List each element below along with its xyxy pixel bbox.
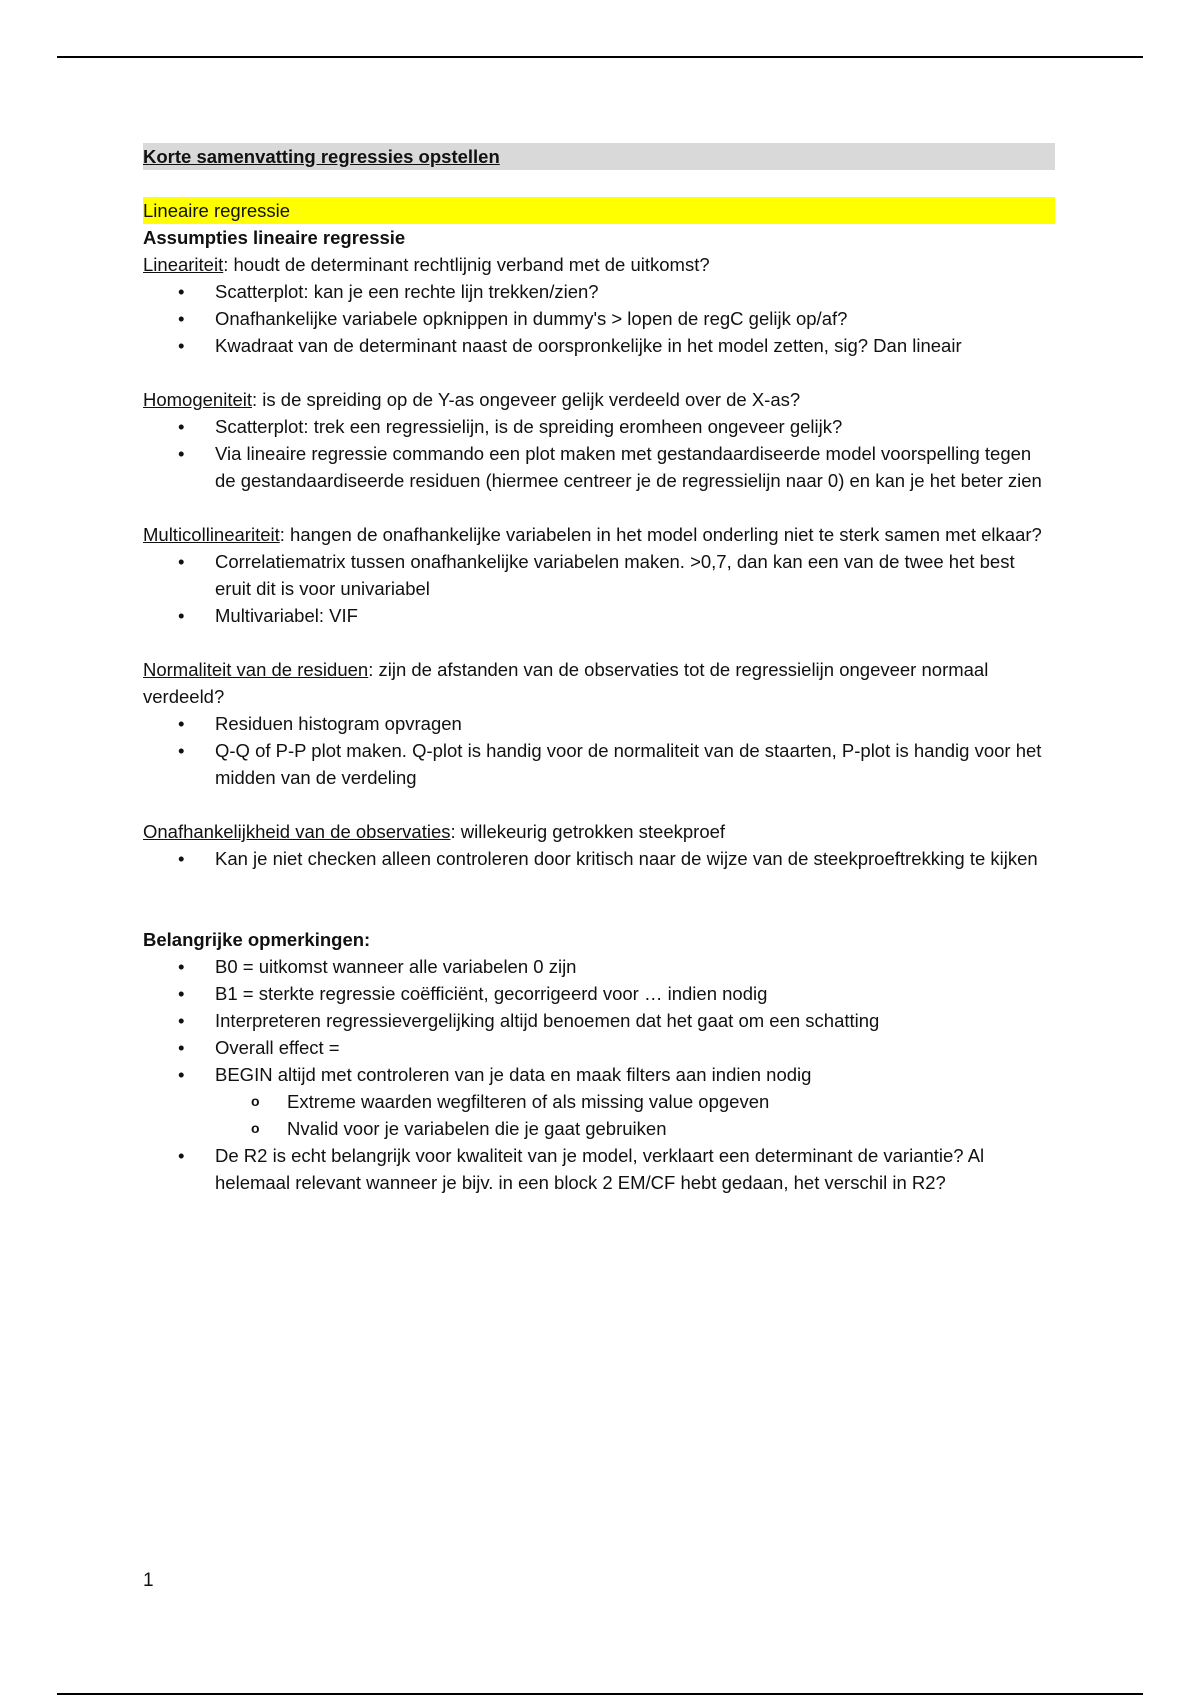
assumption-term: Normaliteit van de residuen — [143, 659, 369, 680]
spacer — [143, 494, 1055, 521]
bullet-icon: • — [178, 1064, 185, 1085]
bullet-icon: • — [178, 740, 185, 761]
assumption-block — [143, 386, 1055, 494]
list-item — [143, 737, 1055, 791]
assumption-term: Multicollineariteit — [143, 524, 280, 545]
assumption-term: Homogeniteit — [143, 389, 253, 410]
list-item-text: B0 = uitkomst wanneer alle variabelen 0 zijn — [215, 956, 577, 977]
bullet-list — [143, 953, 1055, 1196]
list-item-text: Interpreteren regressievergelijking altijd benoemen dat het gaat om een schatting — [215, 1010, 880, 1031]
section-heading: Lineaire regressie — [143, 197, 1055, 224]
spacer — [143, 629, 1055, 656]
spacer — [143, 359, 1055, 386]
assumption-intro — [143, 818, 1055, 845]
assumption-intro — [143, 386, 1055, 413]
page-number: 1 — [143, 1570, 154, 1591]
list-item — [143, 278, 1055, 305]
list-item-text: Kan je niet checken alleen controleren door kritisch naar de wijze van de steekproeftrekking te kijken — [215, 848, 1038, 869]
bullet-list — [143, 845, 1055, 872]
list-item — [143, 440, 1055, 494]
assumption-intro — [143, 521, 1055, 548]
spacer — [143, 872, 1055, 899]
assumption-block — [143, 818, 1055, 872]
bullet-icon: • — [178, 443, 185, 464]
list-item — [143, 1142, 1055, 1196]
list-item — [143, 602, 1055, 629]
bullet-icon: • — [178, 281, 185, 302]
remarks-block — [143, 926, 1055, 1196]
bullet-icon: • — [178, 1037, 185, 1058]
assumption-term: Lineariteit — [143, 254, 224, 275]
bullet-list — [143, 278, 1055, 359]
sub-list-item — [215, 1115, 1055, 1142]
list-item — [143, 845, 1055, 872]
document-body — [143, 143, 1055, 1196]
list-item — [143, 413, 1055, 440]
bullet-icon: • — [178, 713, 185, 734]
list-item-text: Multivariabel: VIF — [215, 605, 358, 626]
assumption-text: : hangen de onafhankelijke variabelen in het model onderling niet te sterk samen met elkaar? — [279, 524, 1042, 545]
list-item-text: Scatterplot: trek een regressielijn, is de spreiding eromheen ongeveer gelijk? — [215, 416, 843, 437]
assumption-term: Onafhankelijkheid van de observaties — [143, 821, 451, 842]
document-title: Korte samenvatting regressies opstellen — [143, 143, 1055, 170]
list-item-text: Nvalid voor je variabelen die je gaat gebruiken — [287, 1118, 667, 1139]
assumption-text: : is de spreiding op de Y-as ongeveer gelijk verdeeld over de X-as? — [252, 389, 801, 410]
assumption-text: : houdt de determinant rechtlijnig verband met de uitkomst? — [223, 254, 710, 275]
bullet-icon: • — [178, 983, 185, 1004]
bullet-icon: • — [178, 416, 185, 437]
list-item — [143, 305, 1055, 332]
bullet-list — [143, 710, 1055, 791]
spacer — [143, 791, 1055, 818]
list-item — [143, 1007, 1055, 1034]
list-item — [143, 1034, 1055, 1061]
spacer — [143, 899, 1055, 926]
list-item — [143, 953, 1055, 980]
list-item-text: Residuen histogram opvragen — [215, 713, 462, 734]
bullet-icon: • — [178, 308, 185, 329]
bullet-list — [143, 413, 1055, 494]
sub-bullet-list — [215, 1088, 1055, 1142]
assumption-block — [143, 251, 1055, 359]
bullet-icon: • — [178, 335, 185, 356]
sub-list-item — [215, 1088, 1055, 1115]
bullet-icon: • — [178, 848, 185, 869]
list-item-text: Scatterplot: kan je een rechte lijn trekken/zien? — [215, 281, 599, 302]
assumption-text: : willekeurig getrokken steekproef — [450, 821, 726, 842]
list-item — [143, 980, 1055, 1007]
remarks-heading: Belangrijke opmerkingen: — [143, 929, 371, 950]
bullet-icon: • — [178, 956, 185, 977]
assumption-text: : zijn de afstanden van de observaties tot de regressielijn ongeveer normaal verdeeld? — [143, 659, 989, 707]
list-item — [143, 548, 1055, 602]
bullet-icon: • — [178, 605, 185, 626]
list-item-text: BEGIN altijd met controleren van je data en maak filters aan indien nodig — [215, 1064, 812, 1085]
list-item-text: Extreme waarden wegfilteren of als missing value opgeven — [287, 1091, 770, 1112]
list-item-text: Overall effect = — [215, 1037, 340, 1058]
circle-bullet-icon: o — [251, 1093, 260, 1109]
assumption-intro — [143, 656, 1055, 710]
assumption-block — [143, 521, 1055, 629]
assumption-block — [143, 656, 1055, 791]
bullet-icon: • — [178, 551, 185, 572]
list-item-text: Q-Q of P-P plot maken. Q-plot is handig voor de normaliteit van de staarten, P-plot is handig voor het midden van de verdeling — [215, 740, 1042, 788]
list-item — [143, 1061, 1055, 1142]
header-rule — [57, 56, 1143, 58]
bullet-list — [143, 548, 1055, 629]
bullet-icon: • — [178, 1145, 185, 1166]
list-item-text: Onafhankelijke variabele opknippen in dummy's > lopen de regC gelijk op/af? — [215, 308, 848, 329]
bullet-icon: • — [178, 1010, 185, 1031]
list-item-text: Via lineaire regressie commando een plot maken met gestandaardiseerde model voorspelling tegen de gestandaardiseerde residuen (hiermee centreer je de regressielijn naar 0) en kan je het beter zien — [215, 443, 1042, 491]
list-item — [143, 710, 1055, 737]
assumption-intro — [143, 251, 1055, 278]
list-item-text: Kwadraat van de determinant naast de oorspronkelijke in het model zetten, sig? Dan lineair — [215, 335, 962, 356]
list-item — [143, 332, 1055, 359]
list-item-text: Correlatiematrix tussen onafhankelijke variabelen maken. >0,7, dan kan een van de twee het best eruit dit is voor univariabel — [215, 551, 1015, 599]
circle-bullet-icon: o — [251, 1120, 260, 1136]
list-item-text: De R2 is echt belangrijk voor kwaliteit van je model, verklaart een determinant de variantie? Al helemaal relevant wanneer je bijv. in een block 2 EM/CF hebt gedaan, het verschil in R2? — [215, 1145, 985, 1193]
list-item-text: B1 = sterkte regressie coëfficiënt, gecorrigeerd voor … indien nodig — [215, 983, 768, 1004]
subheading: Assumpties lineaire regressie — [143, 227, 406, 248]
spacer — [143, 170, 1055, 197]
footer-rule — [57, 1693, 1143, 1695]
